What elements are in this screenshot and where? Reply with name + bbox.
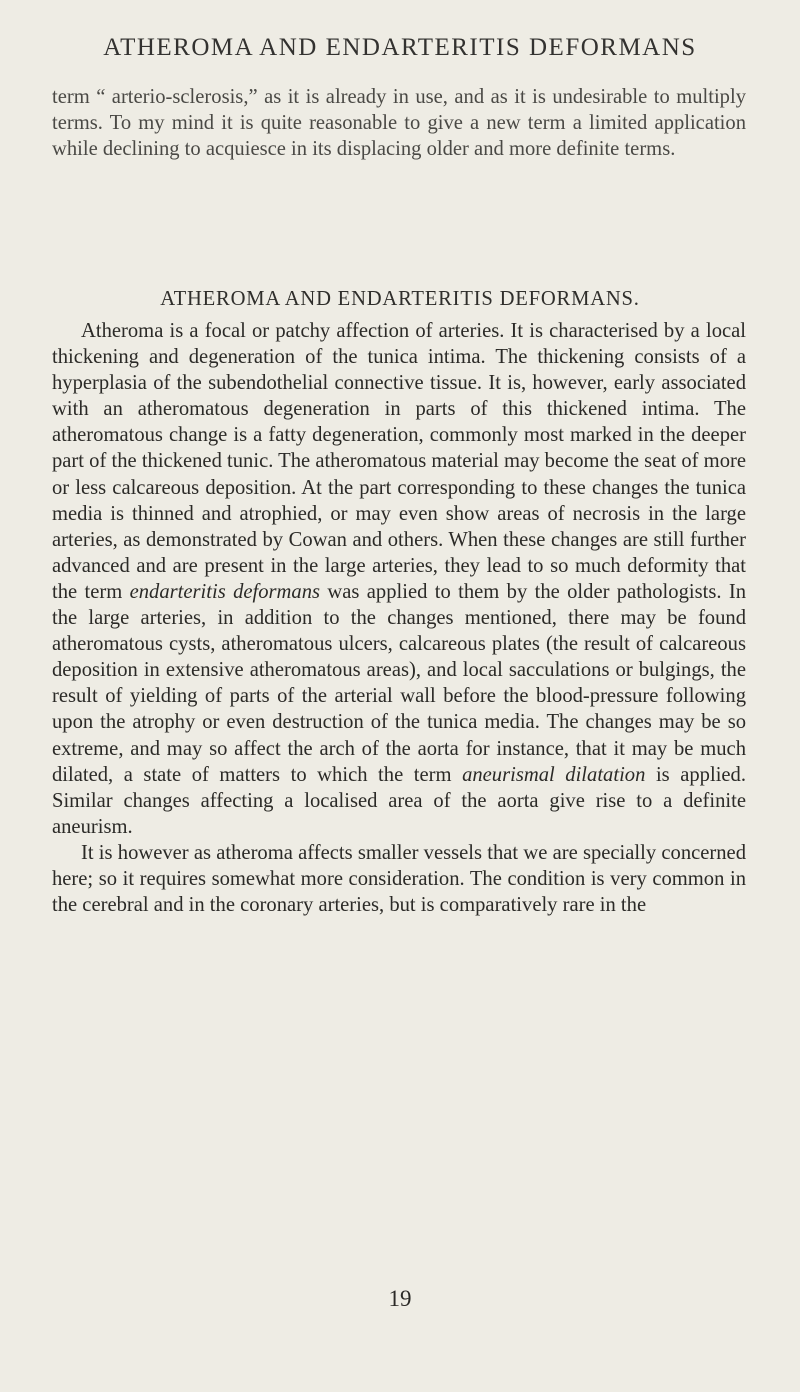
italic-term-endarteritis-deformans: endarteritis deformans xyxy=(129,580,321,603)
page-number: 19 xyxy=(388,1286,412,1311)
section-body xyxy=(52,318,746,918)
running-head: ATHEROMA AND ENDARTERITIS DEFORMANS xyxy=(103,34,697,61)
paragraph-1-part-2: was applied to them by the older pathologists. In the large arteries, in addition to the changes mentioned, there may be found atheromatous cysts, atheromatous ulcers, calcareous plates (the result of calcareous deposition in extensive atheromatous areas), and local sacculations or bulgings, the result of yielding of parts of the arterial wall before the blood-pressure following upon the atrophy or even destruction of the tunica media. The changes may be so extreme, and may so affect the arch of the aorta for instance, that it may be much dilated, a state of matters to which the term xyxy=(52,580,747,786)
intro-paragraph-block xyxy=(52,84,746,162)
body-paragraph-2: It is however as atheroma affects smaller vessels that we are specially concerned here; so it requires somewhat more consideration. The condition is very common in the cerebral and in the coronary arteries, but is comparatively rare in the xyxy=(52,841,746,917)
italic-term-aneurismal-dilatation: aneurismal dilatation xyxy=(462,763,646,786)
paragraph-1-part-1: Atheroma is a focal or patchy affection of arteries. It is characterised by a local thickening and degeneration of the tunica intima. The thickening consists of a hyperplasia of the subendothelial connective tissue. It is, however, early associated with an atheromatous degeneration in parts of this thickened intima. The atheromatous change is a fatty degeneration, commonly most marked in the deeper part of the thickened tunic. The atheromatous material may become the seat of more or less calcareous deposition. At the part corresponding to these changes the tunica media is thinned and atrophied, or may even show areas of necrosis in the large arteries, as demonstrated by Cowan and others. When these changes are still further advanced and are present in the large arteries, they lead to so much deformity that the term xyxy=(52,320,746,603)
paragraph-1-part-3: is applied. Similar changes affecting a localised area of the aorta give rise to a definite aneurism. xyxy=(52,763,746,838)
section-heading: ATHEROMA AND ENDARTERITIS DEFORMANS. xyxy=(160,288,640,310)
intro-paragraph: term “ arterio-sclerosis,” as it is already in use, and as it is undesirable to multiply terms. To my mind it is quite reasonable to give a new term a limited application while declining to acquiesce in its displacing older and more definite terms. xyxy=(52,86,746,161)
body-paragraph-1 xyxy=(52,318,746,840)
